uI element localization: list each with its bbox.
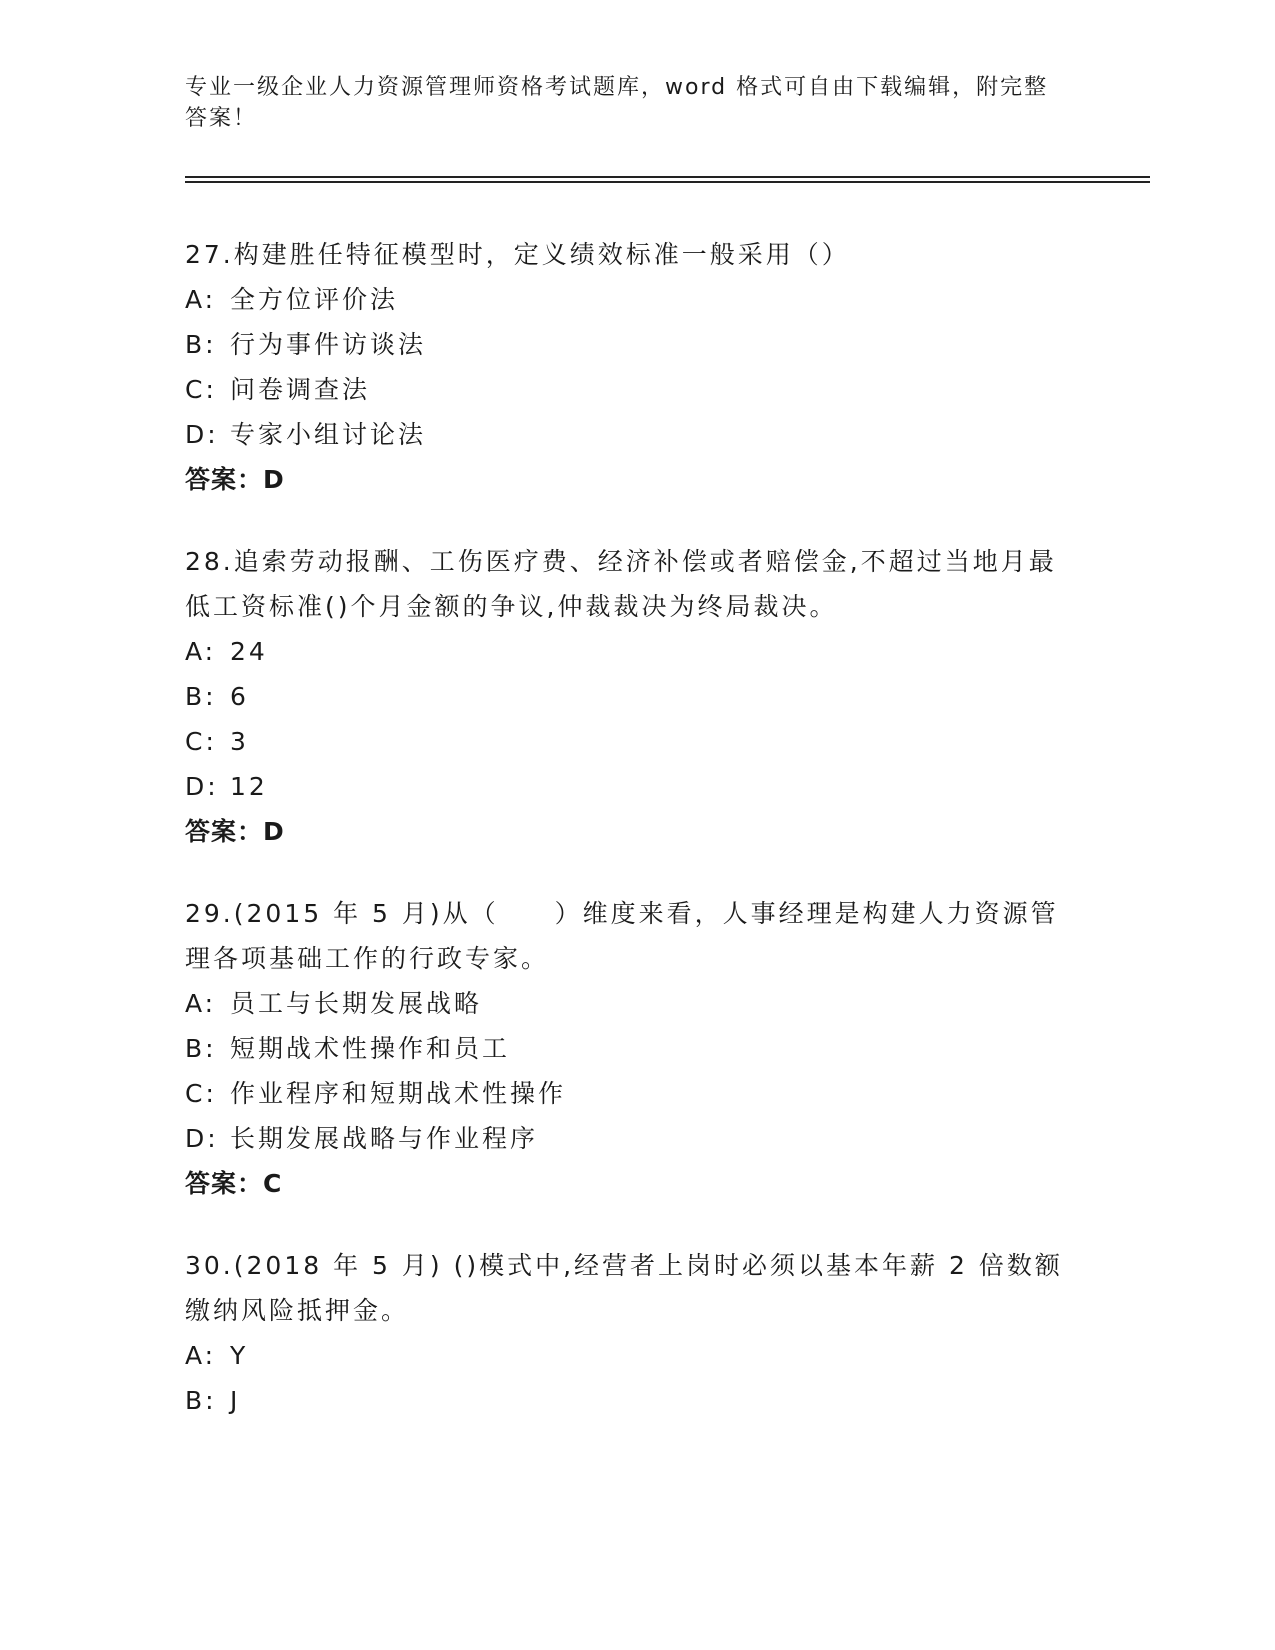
answer: 答案：D (185, 465, 285, 494)
option-text: 6 (230, 682, 249, 711)
question-28 (185, 539, 1075, 854)
option-a (185, 1333, 1075, 1378)
option-text: 24 (230, 637, 268, 666)
option-label: D: (185, 772, 219, 801)
option-a (185, 629, 1075, 674)
option-text: 全方位评价法 (230, 285, 399, 314)
option-label: B: (185, 682, 217, 711)
option-text: 员工与长期发展战略 (230, 989, 483, 1018)
option-label: A: (185, 989, 217, 1018)
option-b (185, 1378, 1075, 1423)
option-b (185, 674, 1075, 719)
option-label: D: (185, 420, 219, 449)
question-stem: 30.(2018 年 5 月) ()模式中,经营者上岗时必须以基本年薪 2 倍数额缴纳风险抵押金。 (185, 1251, 1063, 1325)
option-text: 3 (230, 727, 249, 756)
option-label: C: (185, 375, 217, 404)
option-c (185, 719, 1075, 764)
option-label: A: (185, 1341, 217, 1370)
option-label: B: (185, 330, 217, 359)
option-text: 问卷调查法 (230, 375, 371, 404)
option-text: 短期战术性操作和员工 (230, 1034, 511, 1063)
question-27 (185, 232, 1075, 502)
option-label: A: (185, 285, 217, 314)
document-header: 专业一级企业人力资源管理师资格考试题库，word 格式可自由下载编辑，附完整答案！ (185, 75, 1049, 131)
option-text: 专家小组讨论法 (230, 420, 427, 449)
option-b (185, 322, 1075, 367)
option-text: J (230, 1386, 241, 1415)
option-c (185, 1071, 1075, 1116)
option-label: B: (185, 1034, 217, 1063)
option-d (185, 764, 1075, 809)
header-divider-bottom (185, 181, 1150, 183)
option-label: C: (185, 1079, 217, 1108)
option-d (185, 1116, 1075, 1161)
option-text: 行为事件访谈法 (230, 330, 427, 359)
question-stem: 29.(2015 年 5 月)从（ ）维度来看，人事经理是构建人力资源管理各项基础工作的行政专家。 (185, 899, 1059, 973)
question-list (185, 232, 1075, 1460)
answer: 答案：D (185, 817, 285, 846)
option-text: 长期发展战略与作业程序 (230, 1124, 539, 1153)
question-30 (185, 1243, 1075, 1423)
header-divider-top (185, 176, 1150, 178)
question-stem: 27.构建胜任特征模型时，定义绩效标准一般采用（） (185, 240, 850, 269)
option-label: B: (185, 1386, 217, 1415)
option-a (185, 981, 1075, 1026)
option-label: A: (185, 637, 217, 666)
option-a (185, 277, 1075, 322)
option-c (185, 367, 1075, 412)
option-b (185, 1026, 1075, 1071)
answer: 答案：C (185, 1169, 283, 1198)
option-text: Y (230, 1341, 249, 1370)
option-d (185, 412, 1075, 457)
option-label: C: (185, 727, 217, 756)
question-stem: 28.追索劳动报酬、工伤医疗费、经济补偿或者赔偿金,不超过当地月最低工资标准()个月金额的争议,仲裁裁决为终局裁决。 (185, 547, 1057, 621)
option-text: 12 (230, 772, 268, 801)
option-text: 作业程序和短期战术性操作 (230, 1079, 567, 1108)
option-label: D: (185, 1124, 219, 1153)
question-29 (185, 891, 1075, 1206)
